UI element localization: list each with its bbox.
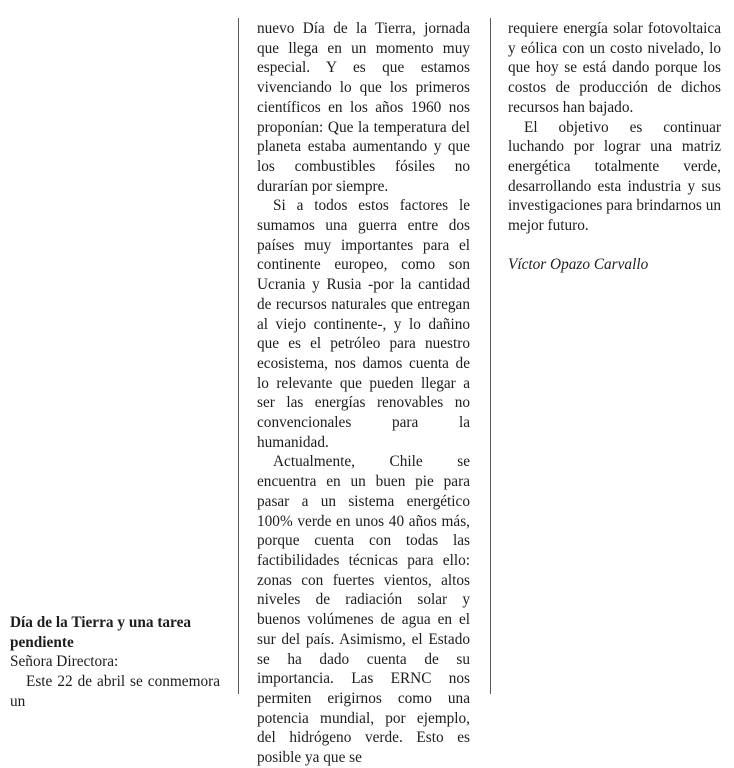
salutation: Señora Directora: xyxy=(10,653,119,671)
paragraph: requiere energía solar fotovoltaica y eólica con un costo nivelado, lo que hoy se está dando porque los costos de producción de dichos recursos han bajado. xyxy=(508,20,721,116)
paragraph: Si a todos estos factores le sumamos una guerra entre dos países muy importantes para el continente europeo, como son Ucrania y Rusia -por la cantidad de recursos naturales que entregan al viejo continente-, y lo dañino que es el petróleo para nuestro ecosistema, nos damos cuenta de lo relevante que pueden llegar a ser las energías renovables no convencionales para la humanidad. xyxy=(257,197,470,451)
letter-title: Día de la Tierra y una tarea pendiente xyxy=(10,614,192,651)
paragraph: nuevo Día de la Tierra, jornada que llega en un momento muy especial. Y es que estamos vivenciando lo que los primeros científicos en los años 1960 nos proponían: Que la temperatura del planeta estaba aumentando y que los combustibles fósiles no durarían por siempre. xyxy=(257,20,470,195)
signature: Víctor Opazo Carvallo xyxy=(508,255,649,273)
paragraph: Actualmente, Chile se encuentra en un buen pie para pasar a un sistema energético 100% verde en unos 40 años más, porque cuenta con todas las factibilidades técnicas para ello: zonas con fuertes vientos, altos niveles de radiación solar y buenos volúmenes de agua en el sur del país. Asimismo, el Estado se ha dado cuenta de su importancia. Las ERNC nos permiten erigirnos como una potencia mundial, por ejemplo, del hidrógeno verde. Esto es posible ya que se xyxy=(257,453,470,767)
column-divider xyxy=(238,18,239,694)
letter-column-2 xyxy=(257,19,470,768)
letter-column-1 xyxy=(10,613,220,712)
intro-text: Este 22 de abril se conmemora un xyxy=(10,673,220,710)
column-divider xyxy=(490,18,491,694)
letter-column-3 xyxy=(508,19,721,274)
paragraph: El objetivo es continuar luchando por lograr una matriz energética totalmente verde, desarrollando esta industria y sus investigaciones para brindarnos un mejor futuro. xyxy=(508,118,721,235)
